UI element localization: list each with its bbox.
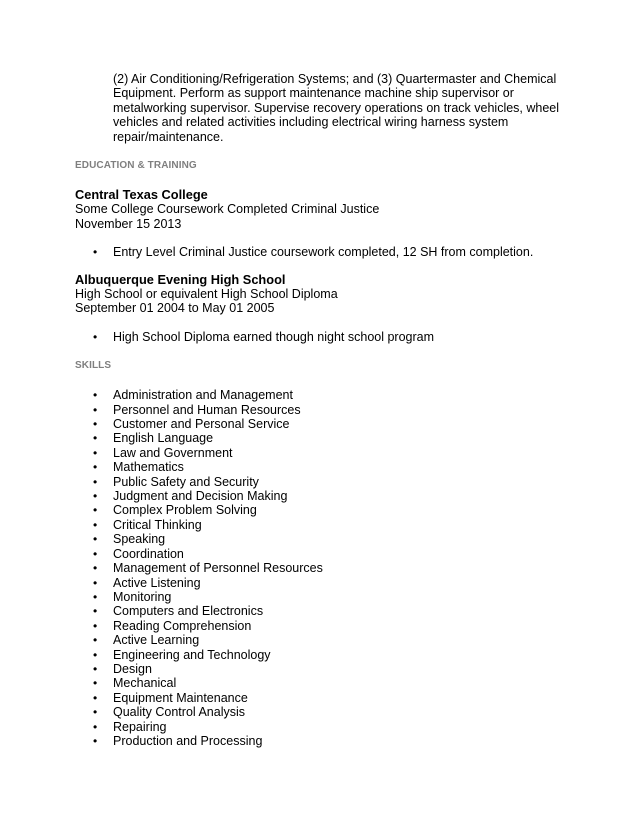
continuation-line: vehicles and related activities including electrical wiring harness system <box>113 115 509 130</box>
skill-list-item <box>75 648 575 662</box>
skill-list-item <box>75 619 575 633</box>
skill-list-item <box>75 691 575 705</box>
education-section-heading: EDUCATION & TRAINING <box>75 160 197 172</box>
skill-text: Repairing <box>113 719 167 734</box>
bullet-icon: • <box>93 532 98 547</box>
bullet-icon: • <box>93 245 98 260</box>
skill-text: Design <box>113 661 152 676</box>
skill-text: Reading Comprehension <box>113 618 252 633</box>
bullet-icon: • <box>93 388 98 403</box>
skill-text: Judgment and Decision Making <box>113 489 288 504</box>
skill-text: Mathematics <box>113 460 184 475</box>
bullet-text: Entry Level Criminal Justice coursework completed, 12 SH from completion. <box>113 245 534 260</box>
bullet-icon: • <box>93 402 98 417</box>
continuation-line: Equipment. Perform as support maintenance machine ship supervisor or <box>113 86 514 101</box>
bullet-icon: • <box>93 329 98 344</box>
skill-list-item <box>75 460 575 474</box>
degree-line: Some College Coursework Completed Criminal Justice <box>75 202 380 217</box>
skill-list-item <box>75 475 575 489</box>
skill-text: English Language <box>113 431 214 446</box>
bullet-icon: • <box>93 690 98 705</box>
bullet-icon: • <box>93 431 98 446</box>
skill-list-item <box>75 662 575 676</box>
bullet-icon: • <box>93 474 98 489</box>
bullet-icon: • <box>93 445 98 460</box>
skill-list-item <box>75 576 575 590</box>
skill-list-item <box>75 561 575 575</box>
bullet-icon: • <box>93 719 98 734</box>
skill-text: Active Learning <box>113 633 200 648</box>
skill-list-item <box>75 518 575 532</box>
skill-text: Law and Government <box>113 445 233 460</box>
skill-list-item <box>75 417 575 431</box>
skill-list-item <box>75 547 575 561</box>
continuation-line: repair/maintenance. <box>113 129 224 144</box>
skill-text: Complex Problem Solving <box>113 503 257 518</box>
bullet-icon: • <box>93 604 98 619</box>
bullet-icon: • <box>93 417 98 432</box>
skill-text: Engineering and Technology <box>113 647 271 662</box>
skill-list-item <box>75 705 575 719</box>
skill-text: Personnel and Human Resources <box>113 402 301 417</box>
list-item <box>75 330 575 344</box>
list-item <box>75 245 575 259</box>
entry-bullet-list <box>75 330 575 344</box>
experience-continuation-paragraph <box>113 72 575 144</box>
bullet-icon: • <box>93 561 98 576</box>
bullet-icon: • <box>93 647 98 662</box>
skill-list-item <box>75 532 575 546</box>
degree-line: High School or equivalent High School Diploma <box>75 286 338 301</box>
skill-list-item <box>75 633 575 647</box>
resume-page <box>75 72 575 748</box>
continuation-line: metalworking supervisor. Supervise recovery operations on track vehicles, wheel <box>113 100 560 115</box>
skill-text: Critical Thinking <box>113 517 202 532</box>
skill-text: Public Safety and Security <box>113 474 259 489</box>
skills-list <box>75 388 575 748</box>
bullet-icon: • <box>93 489 98 504</box>
bullet-icon: • <box>93 589 98 604</box>
skill-text: Coordination <box>113 546 184 561</box>
bullet-icon: • <box>93 633 98 648</box>
skill-list-item <box>75 676 575 690</box>
bullet-icon: • <box>93 575 98 590</box>
bullet-icon: • <box>93 460 98 475</box>
continuation-line: (2) Air Conditioning/Refrigeration Systems; and (3) Quartermaster and Chemical <box>113 72 557 86</box>
skill-text: Management of Personnel Resources <box>113 561 323 576</box>
skill-list-item <box>75 431 575 445</box>
bullet-icon: • <box>93 517 98 532</box>
skill-text: Mechanical <box>113 676 177 691</box>
skill-list-item <box>75 604 575 618</box>
bullet-icon: • <box>93 676 98 691</box>
skills-section-heading: SKILLS <box>75 360 112 372</box>
education-entry <box>75 187 575 260</box>
education-entry <box>75 272 575 345</box>
bullet-icon: • <box>93 661 98 676</box>
skill-text: Administration and Management <box>113 388 293 403</box>
skill-text: Computers and Electronics <box>113 604 264 619</box>
skill-text: Monitoring <box>113 589 172 604</box>
date-line: September 01 2004 to May 01 2005 <box>75 301 275 316</box>
skill-text: Production and Processing <box>113 733 263 748</box>
skill-list-item <box>75 503 575 517</box>
skill-list-item <box>75 734 575 748</box>
bullet-icon: • <box>93 618 98 633</box>
skill-text: Speaking <box>113 532 166 547</box>
skill-list-item <box>75 403 575 417</box>
bullet-icon: • <box>93 705 98 720</box>
date-line: November 15 2013 <box>75 216 182 231</box>
skill-text: Equipment Maintenance <box>113 690 248 705</box>
skill-text: Quality Control Analysis <box>113 705 246 720</box>
skill-list-item <box>75 489 575 503</box>
bullet-icon: • <box>93 503 98 518</box>
skill-list-item <box>75 446 575 460</box>
school-name: Central Texas College <box>75 187 208 203</box>
skill-text: Customer and Personal Service <box>113 417 290 432</box>
school-name: Albuquerque Evening High School <box>75 271 286 287</box>
bullet-icon: • <box>93 733 98 748</box>
skill-list-item <box>75 590 575 604</box>
skill-text: Active Listening <box>113 575 201 590</box>
entry-bullet-list <box>75 245 575 259</box>
skill-list-item <box>75 720 575 734</box>
skill-list-item <box>75 388 575 402</box>
bullet-icon: • <box>93 546 98 561</box>
bullet-text: High School Diploma earned though night school program <box>113 329 435 344</box>
